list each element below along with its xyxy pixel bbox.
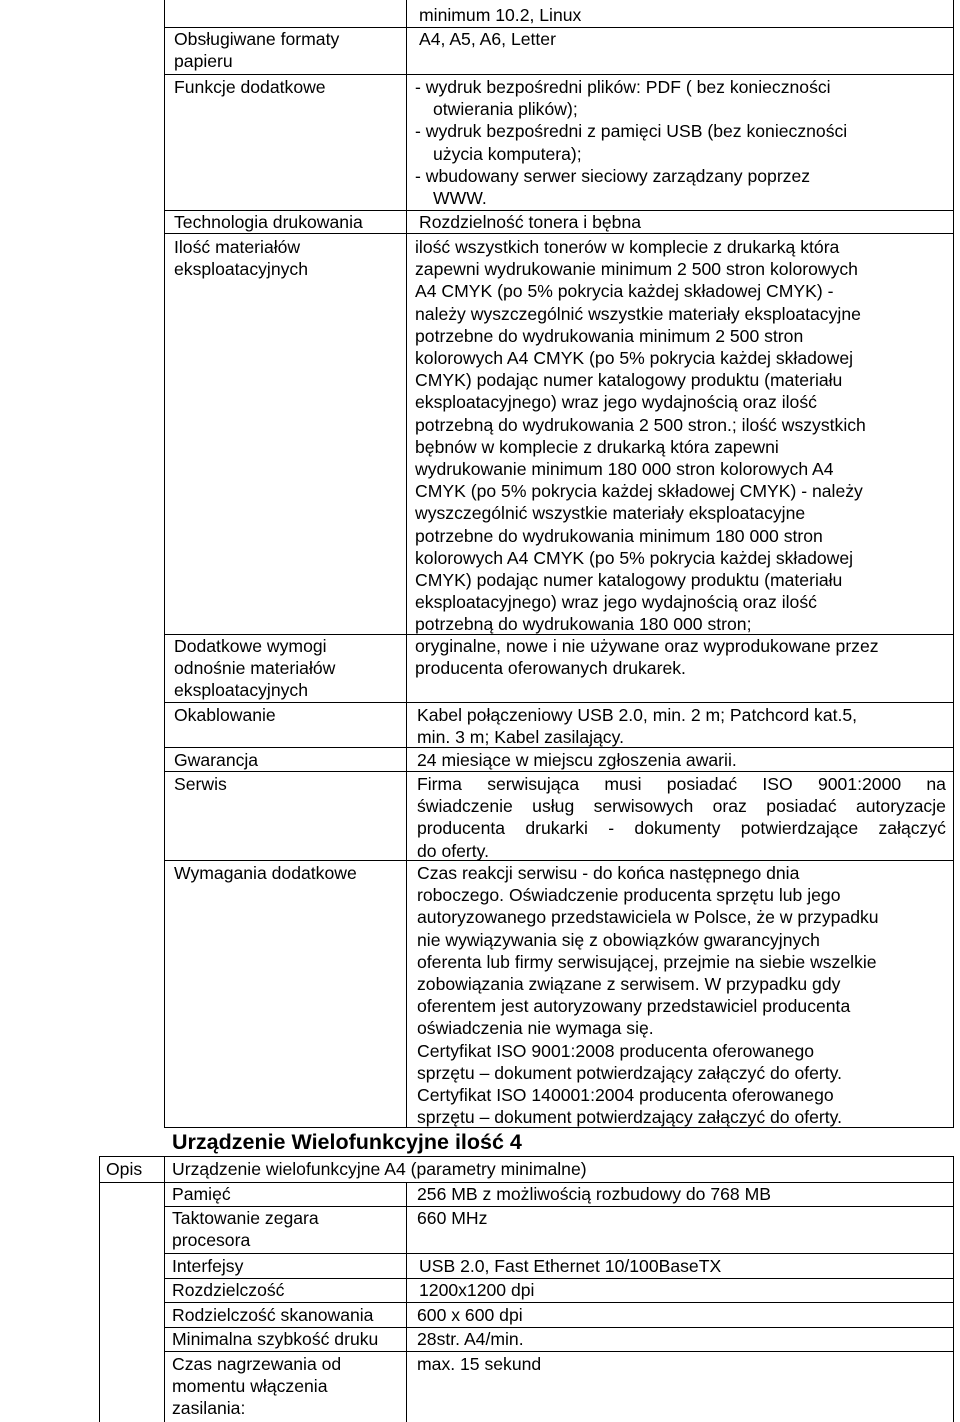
cpu-clock-label: Taktowanie zegara procesora — [172, 1208, 319, 1251]
scan-resolution-value: 600 x 600 dpi — [417, 1305, 523, 1325]
table-border — [164, 702, 954, 703]
resolution-value: 1200x1200 dpi — [419, 1280, 535, 1300]
consumables-value: ilość wszystkich tonerów w komplecie z drukarką która zapewni wydrukowanie minimum 2 500 stron kolorowych A4 CMYK (po 5% pokrycia każdej składowej CMYK) - należy wyszczególnić wszystkie materiały eksploatacyjne potrzebne do wydrukowania minimum 2 500 stron kolorowych A4 CMYK (po 5% pokrycia każdej składowej CMYK) podając numer katalogowy produktu (materiału eksploatacyjnego) wraz jego wydajnością oraz ilość potrzebną do wydrukowania 2 500 stron.; ilość wszystkich bębnów w komplecie z drukarką która zapewni wydrukowanie minimum 180 000 stron kolorowych A4 CMYK (po 5% pokrycia każdej składowej CMYK) - należy wyszczególnić wszystkie materiały eksploatacyjne potrzebne do wydrukowania minimum 180 000 stron kolorowych A4 CMYK (po 5% pokrycia każdej składowej CMYK) podając numer katalogowy produktu (materiału eksploatacyjnego) wraz jego wydajnością oraz ilość potrzebną do wydrukowania 180 000 stron; — [415, 237, 866, 635]
table-border — [164, 1156, 165, 1422]
table-border — [953, 0, 954, 1127]
warmup-time-label: Czas nagrzewania od momentu włączenia zasilania: — [172, 1354, 342, 1419]
functions-label: Funkcje dodatkowe — [174, 77, 326, 97]
memory-value: 256 MB z możliwością rozbudowy do 768 MB — [417, 1184, 771, 1204]
technology-value: Rozdzielność tonera i bębna — [419, 212, 642, 232]
table-border — [164, 74, 954, 75]
consumables-label: Ilość materiałów eksploatacyjnych — [174, 237, 308, 280]
table-border — [99, 1156, 954, 1157]
table-border — [953, 1156, 954, 1422]
os-support-value: minimum 10.2, Linux — [419, 5, 582, 25]
table-border — [406, 0, 407, 1127]
service-value: Firma serwisująca musi posiadać ISO 9001:2000 na świadczenie usług serwisowych oraz posiadać autoryzacje producenta drukarki - dokumenty potwierdzające załączyć do oferty. — [417, 774, 946, 861]
extra-requirements-value: oryginalne, nowe i nie używane oraz wyprodukowane przez producenta oferowanych drukarek. — [415, 636, 879, 679]
warmup-time-value: max. 15 sekund — [417, 1354, 542, 1374]
opis-label: Opis — [106, 1159, 143, 1179]
table-border — [164, 1253, 954, 1254]
table-border — [164, 0, 165, 1127]
warranty-value: 24 miesiące w miejscu zgłoszenia awarii. — [417, 750, 737, 770]
interfaces-value: USB 2.0, Fast Ethernet 10/100BaseTX — [419, 1256, 722, 1276]
table-border — [99, 1156, 100, 1422]
paper-formats-label: Obsługiwane formaty papieru — [174, 29, 340, 72]
resolution-label: Rozdzielczość — [172, 1280, 285, 1300]
table-border — [164, 1351, 954, 1352]
print-speed-label: Minimalna szybkość druku — [172, 1329, 379, 1349]
scan-resolution-label: Rodzielczość skanowania — [172, 1305, 374, 1325]
functions-value: - wydruk bezpośredni plików: PDF ( bez konieczności otwierania plików); - wydruk bezpośredni z pamięci USB (bez konieczności użycia komputera); - wbudowany serwer sieciowy zarządzany poprzez WWW. — [415, 77, 848, 209]
section-heading: Urządzenie Wielofunkcyjne ilość 4 — [172, 1130, 522, 1154]
interfaces-label: Interfejsy — [172, 1256, 244, 1276]
extra-requirements-label: Dodatkowe wymogi odnośnie materiałów eksploatacyjnych — [174, 636, 336, 701]
memory-label: Pamięć — [172, 1184, 231, 1204]
table-border — [164, 1302, 954, 1303]
warranty-label: Gwarancja — [174, 750, 259, 770]
additional-requirements-value: Czas reakcji serwisu - do końca następnego dnia roboczego. Oświadczenie producenta sprzętu lub jego autoryzowanego przedstawiciela w Polsce, że w przypadku nie wywiązywania się z obowiązków gwarancyjnych oferenta lub firmy serwisującej, przejmie na siebie wszelkie zobowiązania związane z serwisem. W przypadku gdy oferentem jest autoryzowany przedstawiciel producenta oświadczenia nie wymaga się. Certyfikat ISO 9001:2008 producenta oferowanego sprzętu – dokument potwierdzający załączyć do oferty. Certyfikat ISO 140001:2004 producenta oferowanego sprzętu – dokument potwierdzający załączyć do oferty. — [417, 863, 879, 1128]
cabling-label: Okablowanie — [174, 705, 276, 725]
additional-requirements-label: Wymagania dodatkowe — [174, 863, 357, 883]
opis-value: Urządzenie wielofunkcyjne A4 (parametry minimalne) — [172, 1159, 587, 1179]
cabling-value: Kabel połączeniowy USB 2.0, min. 2 m; Patchcord kat.5, min. 3 m; Kabel zasilający. — [417, 705, 858, 748]
service-label: Serwis — [174, 774, 227, 794]
technology-label: Technologia drukowania — [174, 212, 363, 232]
print-speed-value: 28str. A4/min. — [417, 1329, 524, 1349]
paper-formats-value: A4, A5, A6, Letter — [419, 29, 556, 49]
cpu-clock-value: 660 MHz — [417, 1208, 488, 1228]
